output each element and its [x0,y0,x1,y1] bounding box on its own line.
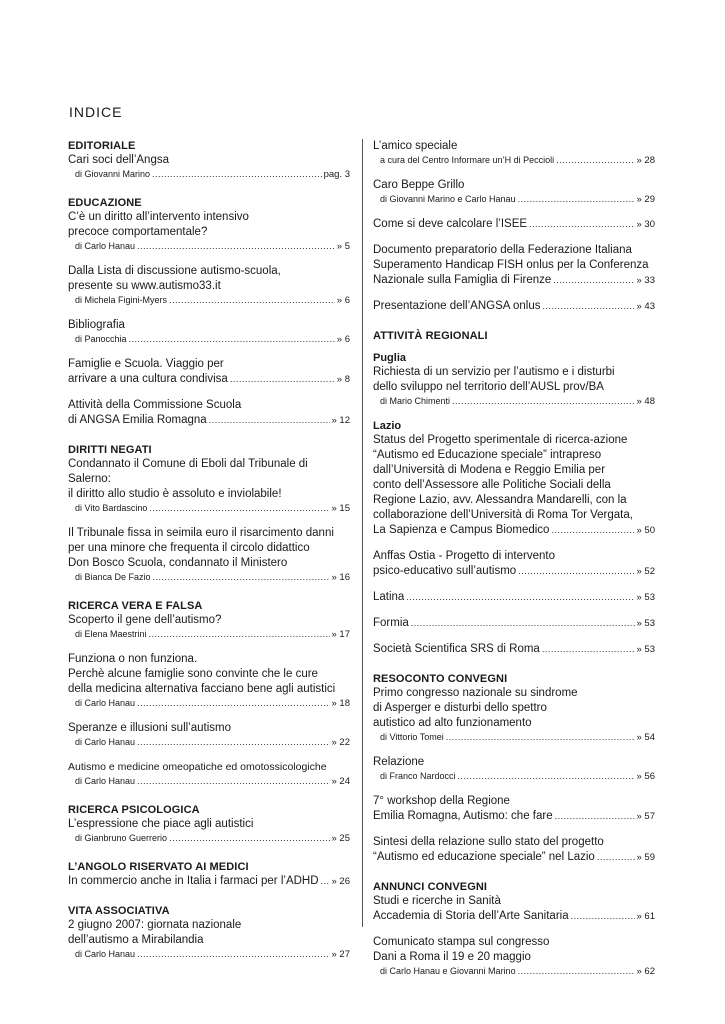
entry-title: di ANGSA Emilia Romagna [68,414,207,426]
section-angolo-medici [68,860,350,889]
entry-author: a cura del Centro Informare un’H di Peccioli [380,155,555,165]
toc-left-column [68,139,350,976]
dot-leader [137,697,329,710]
entry-author-line [373,193,655,206]
section-heading: L’ANGOLO RISERVATO AI MEDICI [68,861,249,873]
entry-title: La Sapienza e Campus Biomedico [373,524,550,536]
toc-entry[interactable] [68,874,350,889]
section-annunci-convegni [373,880,655,978]
page-title: INDICE [69,104,123,120]
section-heading: RICERCA PSICOLOGICA [68,804,200,816]
toc-entry[interactable] [373,642,655,657]
entry-title-line [373,564,655,579]
entry-page: » 27 [331,949,350,960]
section-heading: EDUCAZIONE [68,197,142,209]
entry-title: Dalla Lista di discussione autismo-scuola, [68,265,281,277]
entry-page: » 43 [636,301,655,312]
toc-entry[interactable] [373,351,655,408]
dot-leader [556,154,634,167]
dot-leader [543,299,635,314]
entry-title: della medicina alternativa facciano bene agli autistici [68,683,336,695]
entry-title-line [373,850,655,865]
toc-entry[interactable] [68,357,350,387]
entry-author-line [68,775,350,788]
dot-leader [230,372,335,387]
dot-leader [555,809,635,824]
entry-page: pag. 3 [323,169,350,180]
entry-author-line [68,294,350,307]
entry-author-line [373,395,655,408]
section-diritti-negati [68,443,350,584]
entry-title: Primo congresso nazionale su sindrome [373,687,578,699]
section-editoriale [68,139,350,181]
entry-author-line [68,697,350,710]
entry-page: » 8 [336,374,350,385]
entry-title: Regione Lazio, avv. Alessandra Mandarelli, con la [373,494,627,506]
entry-author-line [68,571,350,584]
entry-title-line [373,809,655,824]
entry-author-line [68,502,350,515]
entry-author-line [68,628,350,641]
toc-entry[interactable] [68,318,350,346]
toc-entry[interactable] [68,264,350,307]
entry-author: di Carlo Hanau [75,949,136,959]
section-heading: ANNUNCI CONVEGNI [373,881,488,893]
entry-page: » 33 [636,275,655,286]
dot-leader [152,168,322,181]
entry-title: Emilia Romagna, Autismo: che fare [373,810,553,822]
entry-title: Studi e ricerche in Sanità [373,895,501,907]
dot-leader [137,736,329,749]
entry-page: » 24 [331,776,350,787]
entry-page: » 53 [636,618,655,629]
entry-author: di Franco Nardocci [380,771,456,781]
entry-page: » 50 [636,525,655,536]
toc-entry[interactable] [68,721,350,749]
dot-leader [149,628,330,641]
entry-title-line [373,590,655,605]
toc-entry[interactable] [68,210,350,253]
entry-author: di Carlo Hanau [75,737,136,747]
region-subheading: Puglia [373,352,407,364]
dot-leader [518,965,635,978]
entry-title: Nazionale sulla Famiglia di Firenze [373,274,552,286]
entry-title: 2 giugno 2007: giornata nazionale [68,919,242,931]
entry-author-line [373,770,655,783]
dot-leader [137,240,335,253]
entry-title: di Asperger e disturbi dello spettro [373,702,547,714]
toc-entry[interactable] [68,153,350,181]
toc-entry[interactable] [68,613,350,641]
entry-page: » 26 [331,876,350,887]
entry-author: di Giovanni Marino [75,169,151,179]
entry-author: di Vittorio Tomei [380,732,444,742]
entry-title: Famiglie e Scuola. Viaggio per [68,358,224,370]
entry-title: conto dell’Assessore alle Politiche Sociali della [373,479,611,491]
entry-title: per una minore che frequenta il circolo didattico [68,542,310,554]
toc-entry[interactable] [68,918,350,961]
entry-page: » 54 [636,732,655,743]
column-divider [362,139,363,927]
toc-entry[interactable] [373,419,655,538]
dot-leader [597,850,635,865]
toc-entry[interactable] [373,299,655,314]
entry-title: Accademia di Storia dell’Arte Sanitaria [373,910,569,922]
entry-title: il diritto allo studio è assoluto e inviolabile! [68,488,282,500]
entry-page: » 15 [331,503,350,514]
entry-title: C’è un diritto all’intervento intensivo [68,211,249,223]
entry-title: L’amico speciale [373,140,458,152]
toc-entry[interactable] [373,755,655,783]
entry-title: dell’autismo a Mirabilandia [68,934,204,946]
entry-title: Don Bosco Scuola, condannato il Ministero [68,557,288,569]
toc-entry[interactable] [373,590,655,605]
entry-title: Cari soci dell’Angsa [68,154,169,166]
dot-leader [446,731,635,744]
dot-leader [153,571,330,584]
toc-entry[interactable] [373,794,655,824]
entry-author: di Panocchia [75,334,127,344]
section-educazione [68,196,350,428]
entry-page: » 57 [636,811,655,822]
entry-title-line [373,217,655,232]
dot-leader [553,273,634,288]
entry-title: L’espressione che piace agli autistici [68,818,254,830]
entry-title: presente su www.autismo33.it [68,280,221,292]
entry-page: » 48 [636,396,655,407]
section-heading: RESOCONTO CONVEGNI [373,673,508,685]
entry-title: “Autismo ed educazione speciale” nel Lazio [373,851,595,863]
section-heading: EDITORIALE [68,140,136,152]
toc-entry[interactable] [68,457,350,515]
entry-author: di Giovanni Marino e Carlo Hanau [380,194,516,204]
entry-author-line [68,168,350,181]
entry-author-line [68,333,350,346]
entry-page: » 30 [636,219,655,230]
entry-title: Comunicato stampa sul congresso [373,936,550,948]
entry-author: di Vito Bardascino [75,503,148,513]
entry-title-line [373,299,655,314]
entry-author: di Mario Chimenti [380,396,451,406]
toc-entry[interactable] [68,398,350,428]
entry-page: » 5 [336,241,350,252]
entry-page: » 61 [636,911,655,922]
toc-entry[interactable] [373,686,655,744]
entry-author-line [373,731,655,744]
entry-title: Scoperto il gene dell’autismo? [68,614,222,626]
entry-title: “Autismo ed Educazione speciale” intrapreso [373,449,602,461]
entry-title: Presentazione dell’ANGSA onlus [373,300,541,312]
dot-leader [137,948,329,961]
section-continued [373,139,655,314]
entry-title: In commercio anche in Italia i farmaci per l’ADHD [68,875,319,887]
entry-title: Perchè alcune famiglie sono convinte che le cure [68,668,318,680]
entry-title: Relazione [373,756,425,768]
dot-leader [411,616,635,631]
entry-author-line [373,154,655,167]
entry-title: autistico ad alto funzionamento [373,717,532,729]
entry-page: » 6 [336,334,350,345]
dot-leader [129,333,335,346]
entry-page: » 12 [331,415,350,426]
entry-author: di Carlo Hanau [75,698,136,708]
entry-title: dall’Università di Modena e Reggio Emilia per [373,464,606,476]
section-ricerca-vera-e-falsa [68,599,350,788]
entry-title: Dani a Roma il 19 e 20 maggio [373,951,531,963]
entry-title: Come si deve calcolare l’ISEE [373,218,528,230]
entry-author-line [68,948,350,961]
entry-page: » 52 [636,566,655,577]
entry-author: di Elena Maestrini [75,629,147,639]
section-heading: RICERCA VERA E FALSA [68,600,203,612]
entry-page: » 6 [336,295,350,306]
entry-title-line [373,909,655,924]
entry-page: » 56 [636,771,655,782]
region-subheading: Lazio [373,420,402,432]
section-heading: ATTIVITÀ REGIONALI [373,330,488,342]
entry-title: Bibliografia [68,319,125,331]
dot-leader [321,874,330,889]
entry-author-line [68,832,350,845]
toc-entry[interactable] [68,760,350,788]
entry-title: Il Tribunale fissa in seimila euro il risarcimento danni [68,527,334,539]
entry-title-line [373,523,655,538]
dot-leader [209,413,330,428]
entry-author: di Michela Figini-Myers [75,295,168,305]
entry-title: Anffas Ostia - Progetto di intervento [373,550,555,562]
dot-leader [542,642,635,657]
section-attivita-regionali [373,329,655,657]
toc-entry[interactable] [373,139,655,167]
entry-title: Condannato il Comune di Eboli dal Tribunale di Salerno: [68,458,308,485]
entry-title: Funziona o non funziona. [68,653,198,665]
entry-page: » 59 [636,852,655,863]
entry-author-line [373,965,655,978]
section-ricerca-psicologica [68,803,350,845]
toc-entry[interactable] [373,616,655,631]
entry-author: di Carlo Hanau [75,241,136,251]
dot-leader [551,523,634,538]
toc-entry[interactable] [373,835,655,865]
entry-page: » 28 [636,155,655,166]
section-heading: VITA ASSOCIATIVA [68,905,170,917]
toc-entry[interactable] [373,178,655,206]
dot-leader [452,395,634,408]
entry-author: di Bianca De Fazio [75,572,151,582]
entry-page: » 18 [331,698,350,709]
dot-leader [518,564,634,579]
entry-title-line [68,874,350,889]
toc-entry[interactable] [373,217,655,232]
entry-title: Sintesi della relazione sullo stato del progetto [373,836,604,848]
entry-title: Superamento Handicap FISH onlus per la Conferenza [373,259,649,271]
dot-leader [169,294,335,307]
section-heading: DIRITTI NEGATI [68,444,152,456]
toc-entry[interactable] [68,526,350,584]
entry-page: » 16 [331,572,350,583]
entry-title: precoce comportamentale? [68,226,208,238]
entry-author-line [68,736,350,749]
dot-leader [169,832,329,845]
entry-author: di Carlo Hanau [75,776,136,786]
entry-title-line [68,372,350,387]
entry-title: collaborazione dell’Università di Roma Tor Vergata, [373,509,633,521]
dot-leader [529,217,634,232]
entry-title: Speranze e illusioni sull’autismo [68,722,231,734]
entry-title: Società Scientifica SRS di Roma [373,643,540,655]
entry-page: » 22 [331,737,350,748]
entry-title: psico-educativo sull’autismo [373,565,517,577]
entry-title: Attività della Commissione Scuola [68,399,242,411]
entry-page: » 17 [331,629,350,640]
section-resoconto-convegni [373,672,655,865]
entry-page: » 62 [636,966,655,977]
dot-leader [406,590,634,605]
entry-title: Caro Beppe Grillo [373,179,465,191]
entry-title: arrivare a una cultura condivisa [68,373,228,385]
entry-page: » 25 [331,833,350,844]
entry-page: » 29 [636,194,655,205]
dot-leader [458,770,635,783]
toc-entry[interactable] [68,652,350,710]
entry-author-line [68,240,350,253]
entry-title: Documento preparatorio della Federazione Italiana [373,244,632,256]
dot-leader [137,775,329,788]
entry-title-line [68,413,350,428]
entry-title-line [373,616,655,631]
entry-title: 7° workshop della Regione [373,795,510,807]
entry-title: Status del Progetto sperimentale di ricerca-azione [373,434,628,446]
toc-right-column [373,139,655,993]
entry-title: Formia [373,617,409,629]
toc-entry[interactable] [373,549,655,579]
toc-entry[interactable] [373,935,655,978]
toc-entry[interactable] [373,894,655,924]
entry-title: dello sviluppo nel territorio dell’AUSL prov/BA [373,381,604,393]
entry-page: » 53 [636,644,655,655]
dot-leader [518,193,635,206]
toc-entry[interactable] [68,817,350,845]
entry-title-line [373,273,655,288]
dot-leader [571,909,635,924]
entry-title: Autismo e medicine omeopatiche ed omotossicologiche [68,761,327,773]
dot-leader [149,502,329,515]
toc-entry[interactable] [373,243,655,288]
section-vita-associativa [68,904,350,961]
entry-title-line [373,642,655,657]
entry-page: » 53 [636,592,655,603]
entry-title: Latina [373,591,405,603]
entry-author: di Carlo Hanau e Giovanni Marino [380,966,516,976]
entry-author: di Gianbruno Guerrerio [75,833,168,843]
entry-title: Richiesta di un servizio per l’autismo e i disturbi [373,366,615,378]
